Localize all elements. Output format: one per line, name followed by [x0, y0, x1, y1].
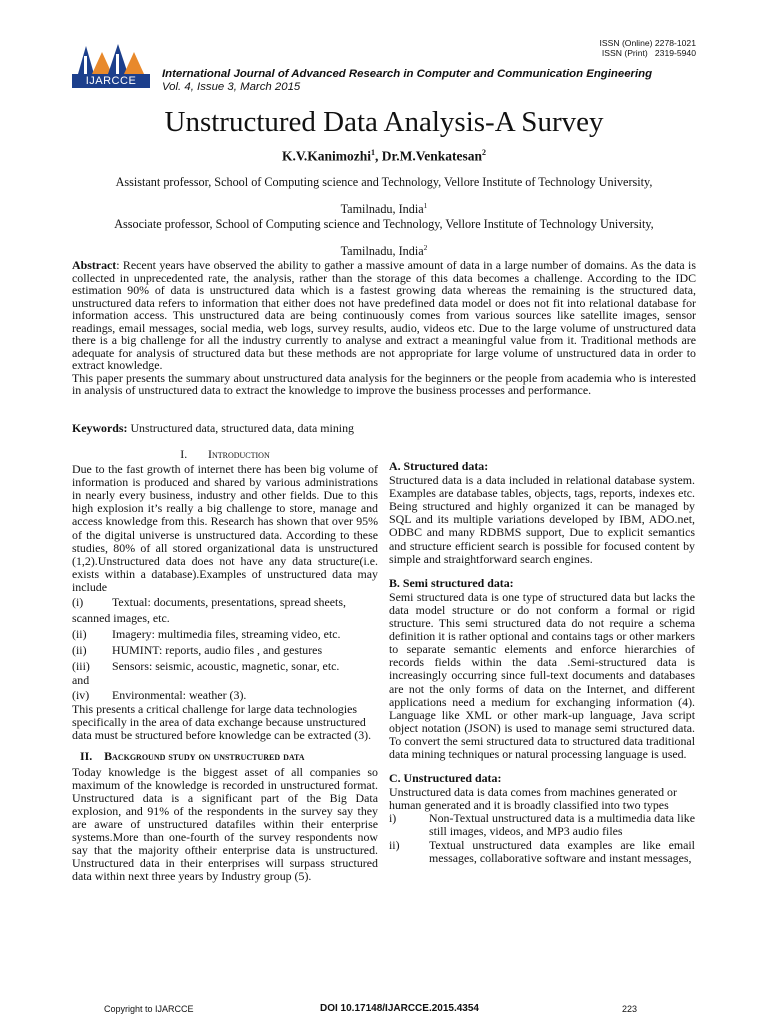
abstract-paragraph-2: This paper presents the summary about unstructured data analysis for the beginners or the people from academia who is interested in analysis of unstructured data to extract the knowledge to improve the business processes and performance.: [72, 370, 696, 398]
subsection-b-text: Semi structured data is one type of structured data but lacks the data model structure or do not conform a formal or rigid structure. This semi structured data do not require a schema definition it is rather optional and contains tags or other markers to separate semantic elements and enforce hierarchies of records fields within the data .Semi-structured data is increasingly occurring since full-text documents and databases are not the only forms of data on the Internet, and different applications need a medium for exchanging information (4). Language like XML or other mark-up language, Java script object notation (JSON) is used to manage semi structured data. To convert the semi structured data to structured data traditional data mining techniques or natural processing language is used.: [389, 589, 695, 761]
section-1-paragraph-2: This presents a critical challenge for large data technologies specifically in the area of data exchange because unstructured data must be structured before knowledge can be extracted (3).: [72, 702, 372, 743]
affiliation-2-line2: Tamilnadu, India$^2$: [340, 243, 428, 259]
author-1-sup: 1: [371, 148, 375, 157]
logo-building-icon: [72, 42, 150, 74]
issn-online: ISSN (Online) 2278-1021: [599, 38, 696, 48]
section-1-heading: I. Introduction: [180, 447, 270, 461]
abstract-paragraph-1: [72, 259, 696, 372]
list-item: (iv) Environmental: weather (3).: [72, 688, 247, 703]
subsection-a-text: Structured data is a data included in relational database system. Examples are database tables, objects, tags, reports, indexes etc. Being structured and highly organized it can be managed by SQL and its multiple variations developed by IBM, ADO.net, ODBC and many RDBMS support, Due to explicit semantics and structure efficient search is possible for focused content by simple and straightforward search engines.: [389, 473, 695, 566]
section-1-paragraph-1: Due to the fast growth of internet there has been big volume of information is produced and shared by various administrations in nearly every business, industry and other fields. Due to this high explosion it’s really a big challenge to store, manage and access knowledge from this. Research has shown that over 95% of the digital universe is unstructured data. According to these studies, 80% of all stored organizational data is unstructured (1,2).Unstructured data does not have any data structure(i.e. exists within a database).Examples of unstructured data may include: [72, 462, 378, 594]
section-1-list: [72, 594, 378, 703]
authors: [0, 148, 768, 165]
left-column: [72, 448, 378, 883]
journal-volume: Vol. 4, Issue 3, March 2015: [162, 81, 301, 93]
author-2-sup: 2: [482, 148, 487, 157]
abstract-label: Abstract: [72, 258, 117, 272]
keywords-label: Keywords:: [72, 421, 128, 435]
paper-title: Unstructured Data Analysis-A Survey: [164, 106, 604, 138]
subsection-a-heading: A. Structured data:: [389, 459, 489, 473]
footer-page-number: 223: [622, 1004, 638, 1014]
logo-text: IJARCCE: [72, 74, 150, 88]
author-1: K.V.Kanimozhi: [281, 148, 371, 164]
subsection-c-list: [389, 812, 695, 864]
list-item: (ii) Imagery: multimedia files, streaming video, etc.: [72, 627, 341, 642]
list-item: (iii) Sensors: seismic, acoustic, magnetic, sonar, etc. and: [72, 659, 340, 688]
section-2-heading: II. Background study on unstructured data: [80, 749, 305, 764]
list-item: i) Non-Textual unstructured data is a multimedia data like still images, videos, and MP3 audio files: [389, 811, 695, 839]
journal-logo: [72, 42, 150, 88]
journal-name: International Journal of Advanced Research in Computer and Communication Engineering: [162, 68, 653, 80]
list-item: (ii) HUMINT: reports, audio files , and gestures: [72, 643, 323, 658]
right-column: [389, 460, 695, 865]
affiliation-2: [72, 212, 696, 263]
keywords-text: Unstructured data, structured data, data mining: [127, 421, 354, 435]
author-separator: ,: [375, 148, 382, 164]
subsection-b-heading: B. Semi structured data:: [389, 575, 514, 590]
footer-copyright: Copyright to IJARCCE: [104, 1004, 194, 1014]
keywords: [72, 421, 696, 436]
subsection-c-text: Unstructured data is data comes from machines generated or human generated and it is broadly classified into two types: [389, 785, 677, 813]
author-2: Dr.M.Venkatesan: [381, 148, 483, 164]
list-item: (i) Textual: documents, presentations, spread sheets, scanned images, etc.: [72, 595, 346, 626]
abstract: [72, 259, 696, 397]
section-2-paragraph-1: Today knowledge is the biggest asset of all companies so maximum of the knowledge is recorded in unstructured format. Unstructured data is a significant part of the Big Data explosion, and 91% of the respondents in the survey say they are aware of unstructured datafiles within their enterprise systems.More than one-fourth of the survey respondents now say that the majority oftheir enterprise data is unstructured. Unstructured data in their enterprises will surpass structured data within next three years by Industry group (5).: [72, 764, 378, 884]
subsection-c-heading: C. Unstructured data:: [389, 771, 502, 786]
affiliation-2-line1: Associate professor, School of Computing science and Technology, Vellore Institute of Technology University,: [114, 217, 654, 231]
affiliation-1-line2: Tamilnadu, India$^1$: [340, 201, 428, 217]
affiliation-1-line1: Assistant professor, School of Computing science and Technology, Vellore Institute of Technology University,: [115, 175, 653, 189]
issn-print: ISSN (Print) 2319-5940: [601, 48, 696, 58]
footer-doi: DOI 10.17148/IJARCCE.2015.4354: [320, 1003, 479, 1014]
abstract-text: : Recent years have observed the ability to gather a massive amount of data in a large number of domains. As the data is collected in unprecedented rate, the analysis, rather than the storage of this data becomes a challenge. According to the IDC estimation 90% of data is unstructured data which is a fastest growing data whereas the remaining is the structured data, unstructured data refers to information that either does not have predefined data model or does not fit into relational database for information access. This unstructured data are being continuously comes from various sources like satellite images, sensor readings, email messages, social media, web logs, survey results, audio, videos etc. Due to the large volume of unstructured data there is a big challenge for all the industry currently to analyse and extract a meaningful value from it. Traditional methods are adequate for analysis of structured data but these methods are not appropriate for large volume of unstructured data in order to extract knowledge.: [72, 258, 696, 373]
list-item: ii) Textual unstructured data examples are like email messages, collaborative software and instant messages,: [389, 837, 695, 865]
